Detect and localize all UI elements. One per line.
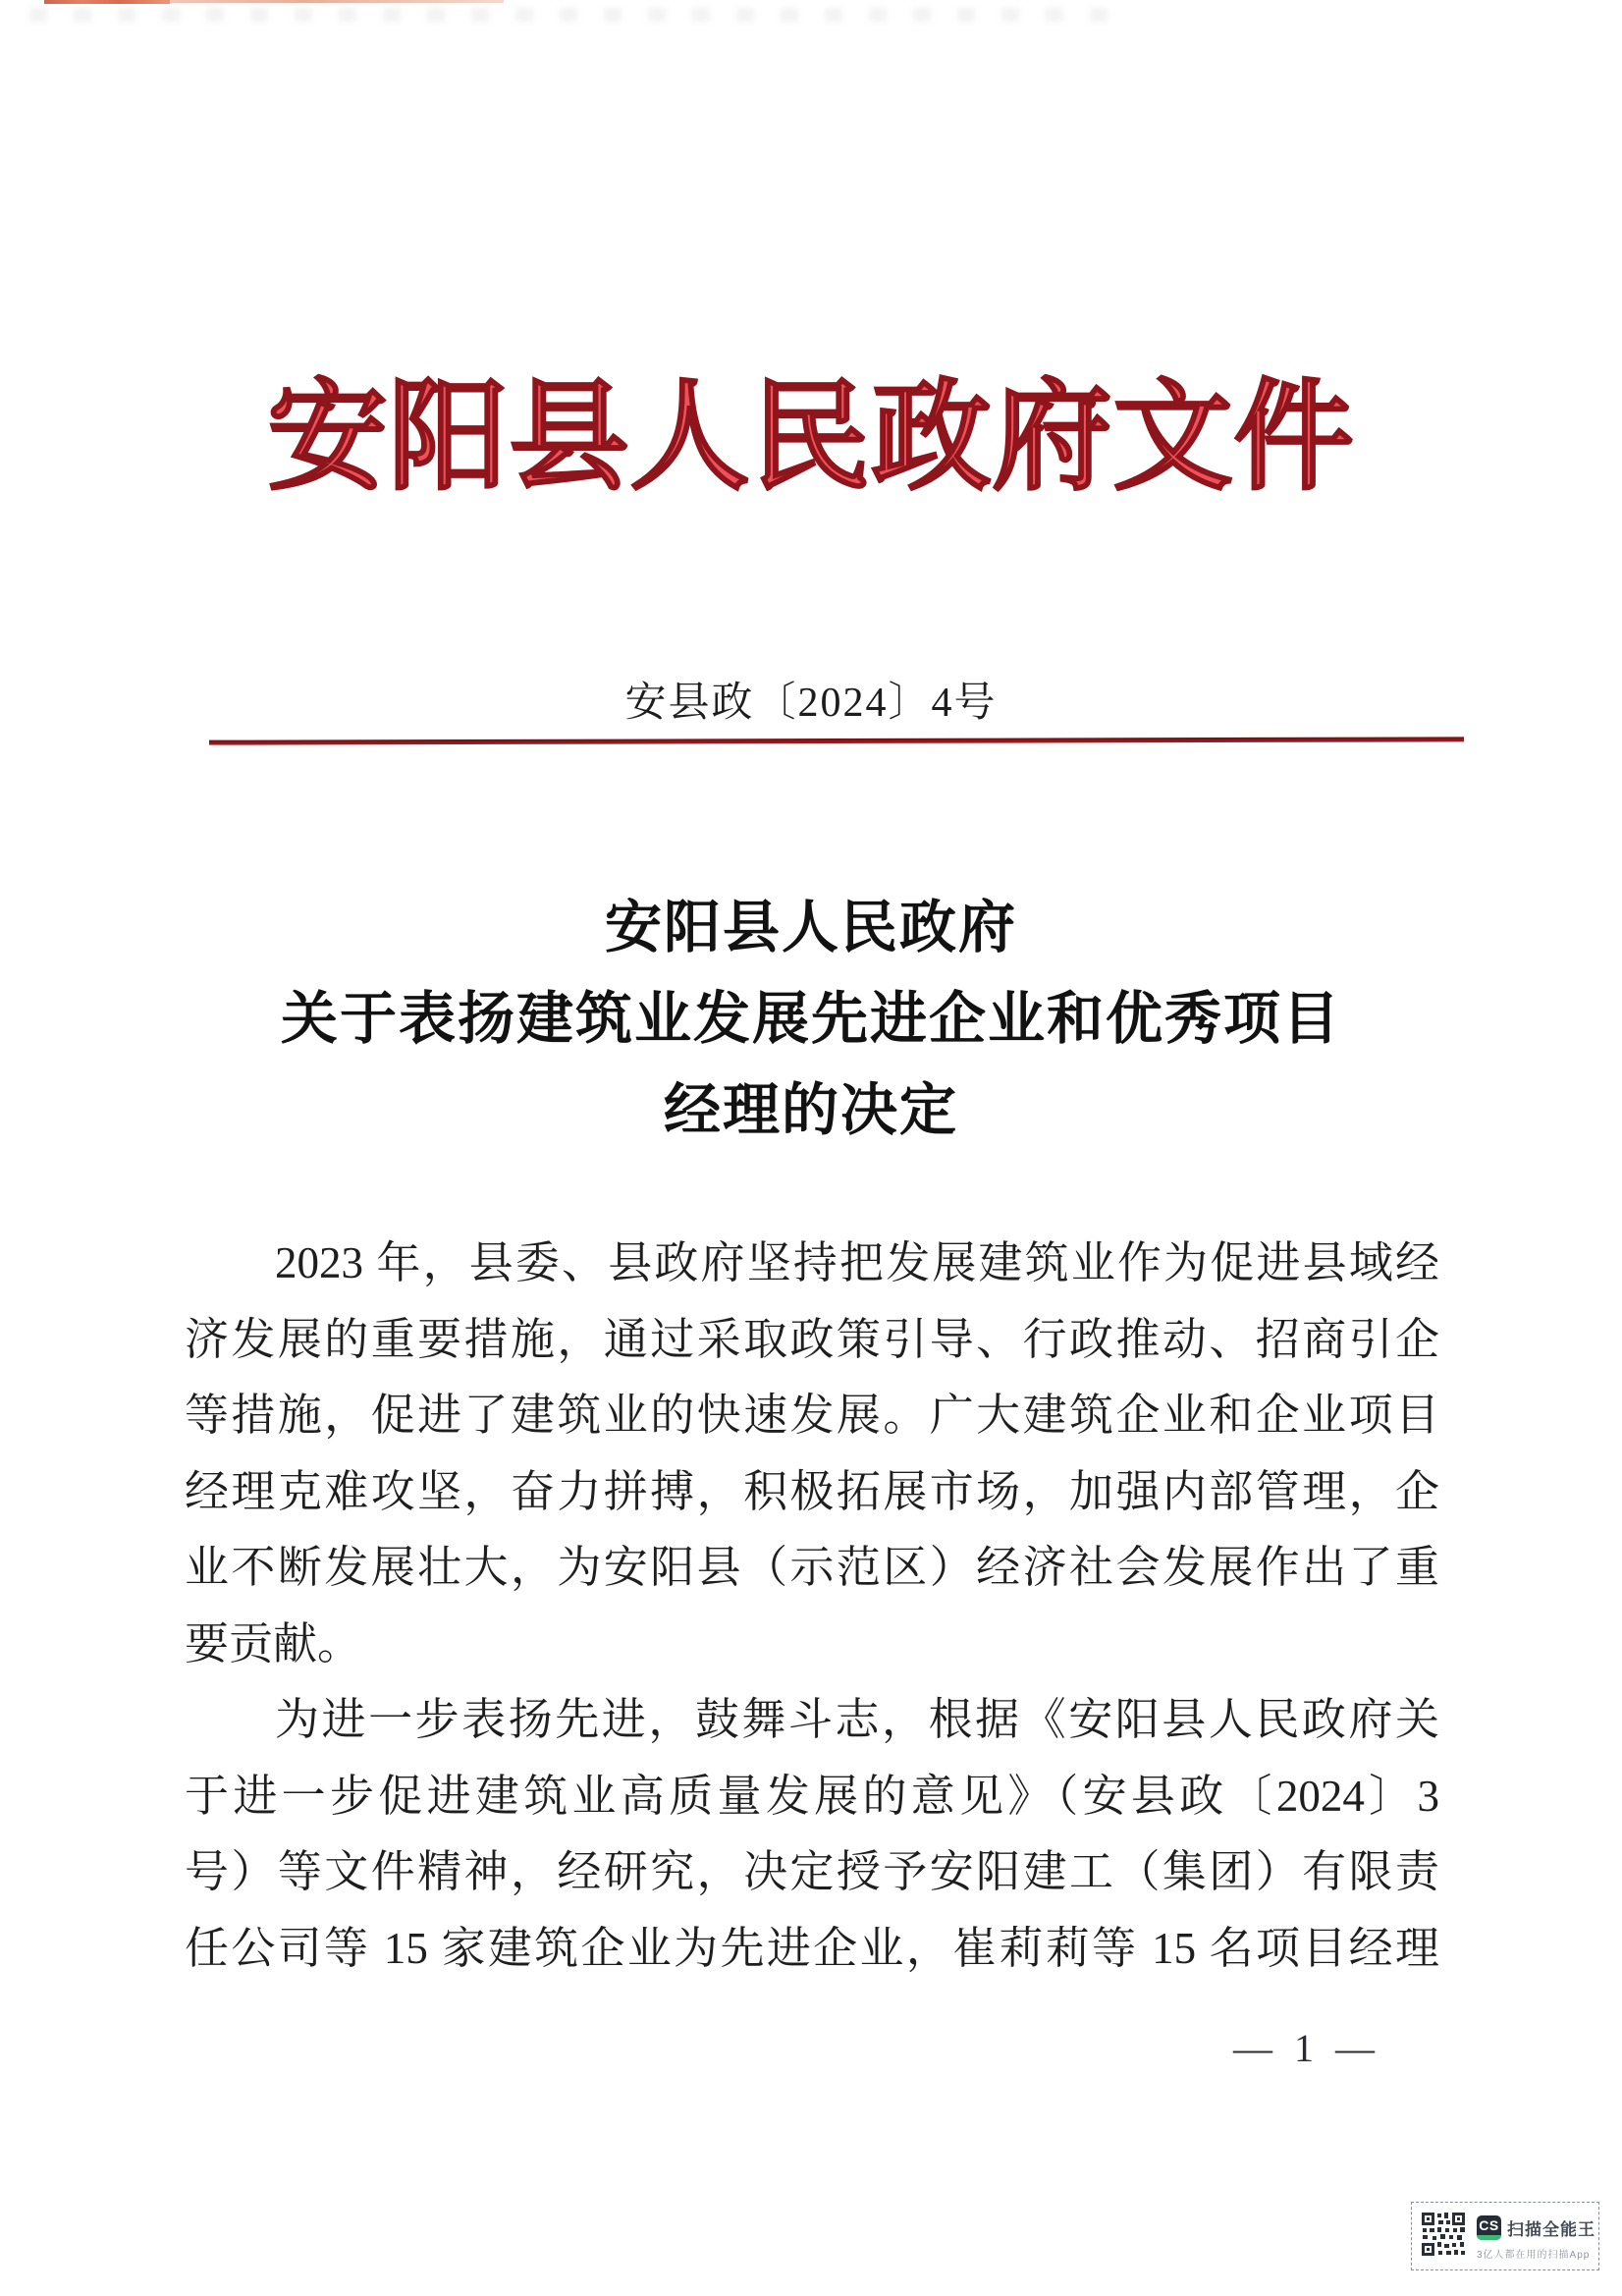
body-line: 要贡献。 [185,1618,362,1668]
body-line: 任公司等 15 家建筑企业为先进企业，崔莉莉等 15 名项目经理 [185,1923,1439,1973]
camscanner-logo-accent [1477,2235,1501,2240]
letterhead-title: 安阳县人民政府文件 [267,372,1355,505]
qr-code-icon [1421,2212,1466,2257]
scan-artifact-red-streak-2 [170,0,504,3]
document-title [0,882,1622,1156]
body-line: 业不断发展壮大，为安阳县（示范区）经济社会发展作出了重 [185,1543,1439,1592]
body-line: 经理克难攻坚，奋力拼搏，积极拓展市场，加强内部管理，企 [185,1466,1439,1516]
camscanner-logo-icon [1477,2215,1501,2240]
body-line: 于进一步促进建筑业高质量发展的意见》（安县政〔2024〕3 [185,1771,1439,1821]
camscanner-logo-text: CS [1479,2217,1499,2233]
document-number: 安县政〔2024〕4号 [624,681,998,726]
document-title-line-1: 安阳县人民政府 [604,896,1017,959]
camscanner-app-name: 扫描全能王 [1507,2220,1595,2239]
body-line: 为进一步表扬先进，鼓舞斗志，根据《安阳县人民政府关 [275,1695,1439,1744]
body-line: 济发展的重要措施，通过采取政策引导、行政推动、招商引企 [185,1314,1439,1364]
scan-artifact-smudge [29,8,1129,22]
red-separator-rule [209,737,1464,744]
document-title-line-3: 经理的决定 [663,1078,958,1142]
body-line: 2023 年，县委、县政府坚持把发展建筑业作为促进县域经 [275,1238,1439,1287]
document-body [185,1226,1439,1987]
camscanner-tagline: 3亿人都在用的扫描App [1477,2250,1591,2261]
scan-artifact-red-streak [44,0,170,4]
body-line: 等措施，促进了建筑业的快速发展。广大建筑企业和企业项目 [185,1391,1439,1440]
page-number: — 1 — [1233,2026,1380,2070]
body-line: 号）等文件精神，经研究，决定授予安阳建工（集团）有限责 [185,1847,1439,1896]
document-title-line-2: 关于表扬建筑业发展先进企业和优秀项目 [280,987,1341,1051]
camscanner-watermark [1411,2202,1599,2270]
